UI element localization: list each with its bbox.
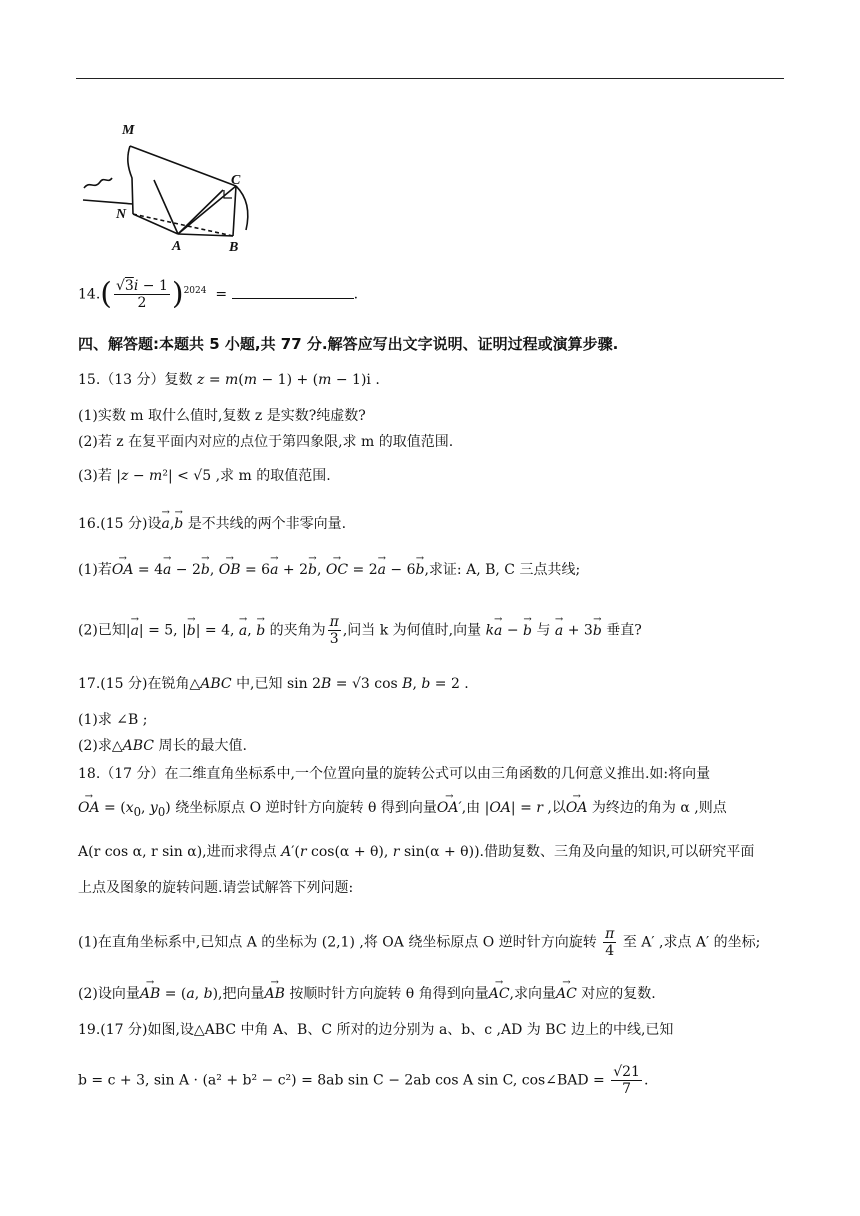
geometry-figure [78, 118, 268, 254]
q15-intro: 15.（13 分）复数 z = m(m − 1) + (m − 1)i . [78, 372, 380, 388]
q16-part2-pre: (2)已知 [78, 622, 126, 639]
q15-part3-post: ,求 m 的取值范围. [215, 468, 331, 484]
header-rule [76, 78, 784, 79]
q18-line2-mid: 绕坐标原点 O 逆时针方向旋转 θ 得到向量 [175, 800, 437, 816]
q19-line2-text: b = c + 3, sin A · (a² + b² − c²) = 8ab sin C − 2ab cos A sin C, cos∠BAD = [78, 1072, 605, 1089]
edge-A-mid [178, 190, 223, 234]
q18-part1-pre: (1)在直角坐标系中,已知点 A 的坐标为 (2,1) ,将 OA 绕坐标原点 O 逆时针方向旋转 [78, 934, 597, 951]
q15-intro-text: 15.（13 分）复数 [78, 372, 193, 388]
label-A: A [172, 239, 182, 254]
q15-part3: (3)若 |z − m²| < √5 ,求 m 的取值范围. [78, 468, 331, 484]
edge-NB-dashed [133, 214, 233, 236]
q16-part1: (1)若→ OA = 4→ a − 2→ b, → OB = 6→ a + 2→ b, → OC = 2→ a − 6→ b,求证: A, B, C 三点共线; [78, 560, 580, 580]
q17-part2-post: 周长的最大值. [158, 738, 247, 754]
section4-heading: 四、解答题:本题共 5 小题,共 77 分.解答应写出文字说明、证明过程或演算步骤. [78, 335, 619, 353]
squiggle [84, 178, 112, 188]
q16-part2: (2)已知|→ a| = 5, |→ b| = 4, → a, → b 的夹角为 $\frac{\pi}{3}$ ,问当 k 为何值时,向量 k→ a − → b 与 → a + 3→ b 垂直? [78, 614, 642, 647]
q16-part2-mid3: 与 [536, 622, 551, 639]
q18-line3-mid: ,进而求得点 [202, 844, 277, 860]
q16-part1-post: ,求证: A, B, C 三点共线; [424, 562, 581, 578]
q16-part2-post: 垂直? [606, 622, 642, 639]
q18-line2-mid3: ,以 [547, 800, 566, 816]
q17-intro-mid: 中,已知 [236, 676, 283, 692]
q19-frac-num: √21 [613, 1064, 640, 1080]
q17-intro-text: 17.(15 分)在锐角 [78, 676, 190, 692]
q16-part1-pre: (1)若 [78, 562, 112, 578]
q19-frac-den: 7 [622, 1081, 632, 1097]
q18-line3: A(r cos α, r sin α),进而求得点 A′(r cos(α + θ), r sin(α + θ)).借助复数、三角及向量的知识,可以研究平面 [78, 844, 755, 860]
q17-part1: (1)求 ∠B ; [78, 712, 148, 728]
q15-part1: (1)实数 m 取什么值时,复数 z 是实数?纯虚数? [78, 408, 366, 424]
q14: 14.( $\frac{√3i - 1}{2}$ )$^{2024}$ = . [78, 276, 359, 312]
q14-label: 14. [78, 286, 101, 303]
label-B: B [229, 240, 239, 254]
q17-part2-pre: (2)求 [78, 738, 112, 754]
q18-line1: 18.（17 分）在二维直角坐标系中,一个位置向量的旋转公式可以由三角函数的几何意义推出.如:将向量 [78, 766, 711, 782]
q16-part2-mid: 的夹角为 [269, 622, 326, 639]
q15-part3-pre: (3)若 [78, 468, 112, 484]
q18-line2-post: 为终边的角为 α ,则点 [591, 800, 727, 816]
q16-intro: 16.(15 分)设→ a,→ b 是不共线的两个非零向量. [78, 514, 346, 534]
q14-exponent: 2024 [183, 285, 207, 296]
q16-intro-text: 16.(15 分)设 [78, 516, 162, 532]
label-M: M [122, 123, 135, 138]
edge-AC [178, 186, 236, 234]
q18-line4: 上点及图象的旋转问题.请尝试解答下列问题: [78, 880, 354, 896]
q18-part1: (1)在直角坐标系中,已知点 A 的坐标为 (2,1) ,将 OA 绕坐标原点 O 逆时针方向旋转 $\frac{\pi}{4}$ 至 A′ ,求点 A′ 的坐标; [78, 926, 761, 959]
q18-part2-mid2: 按顺时针方向旋转 θ 角得到向量 [289, 986, 489, 1002]
q17-intro: 17.(15 分)在锐角△ABC 中,已知 sin 2B = √3 cos B, b = 2 . [78, 676, 469, 692]
q16-part2-mid2: ,问当 k 为何值时,向量 [342, 622, 482, 639]
q18-part2-pre: (2)设向量 [78, 986, 140, 1002]
q16-intro-post: 是不共线的两个非零向量. [187, 516, 347, 532]
q18-line3-post: .借助复数、三角及向量的知识,可以研究平面 [479, 844, 755, 860]
q18-line2-mid2: ,由 [461, 800, 481, 816]
ground-line [83, 200, 133, 204]
q18-part2-post: 对应的复数. [581, 986, 656, 1002]
edge-A-line [154, 180, 178, 234]
q18-part2: (2)设向量→ AB = (a, b),把向量→ AB 按顺时针方向旋转 θ 角得到向量→ AC,求向量→ AC 对应的复数. [78, 984, 656, 1004]
curve-right [236, 186, 248, 230]
q19-line2: b = c + 3, sin A · (a² + b² − c²) = 8ab sin C − 2ab cos A sin C, cos∠BAD = $\frac{√21}{7}$ . [78, 1064, 649, 1097]
q14-answer-blank[interactable] [232, 286, 354, 299]
edge-MC [130, 146, 236, 186]
label-C: C [231, 173, 241, 188]
q18-line2: → OA = ($x_0$, $y_0$) 绕坐标原点 O 逆时针方向旋转 θ 得到向量→ OA′,由 |OA| = r ,以→ OA 为终边的角为 α ,则点 [78, 798, 727, 822]
q17-part2: (2)求△ABC 周长的最大值. [78, 738, 247, 754]
label-N: N [116, 207, 127, 222]
q15-part2: (2)若 z 在复平面内对应的点位于第四象限,求 m 的取值范围. [78, 434, 454, 450]
q18-part2-mid: ,把向量 [218, 986, 265, 1002]
edge-BC [233, 186, 236, 236]
q18-part1-post: 至 A′ ,求点 A′ 的坐标; [622, 934, 761, 951]
q18-part2-mid3: ,求向量 [509, 986, 556, 1002]
q18-line3-pre: A(r cos α, r sin α) [78, 844, 203, 860]
q19-line1: 19.(17 分)如图,设△ABC 中角 A、B、C 所对的边分别为 a、b、c ,AD 为 BC 边上的中线,已知 [78, 1022, 674, 1038]
